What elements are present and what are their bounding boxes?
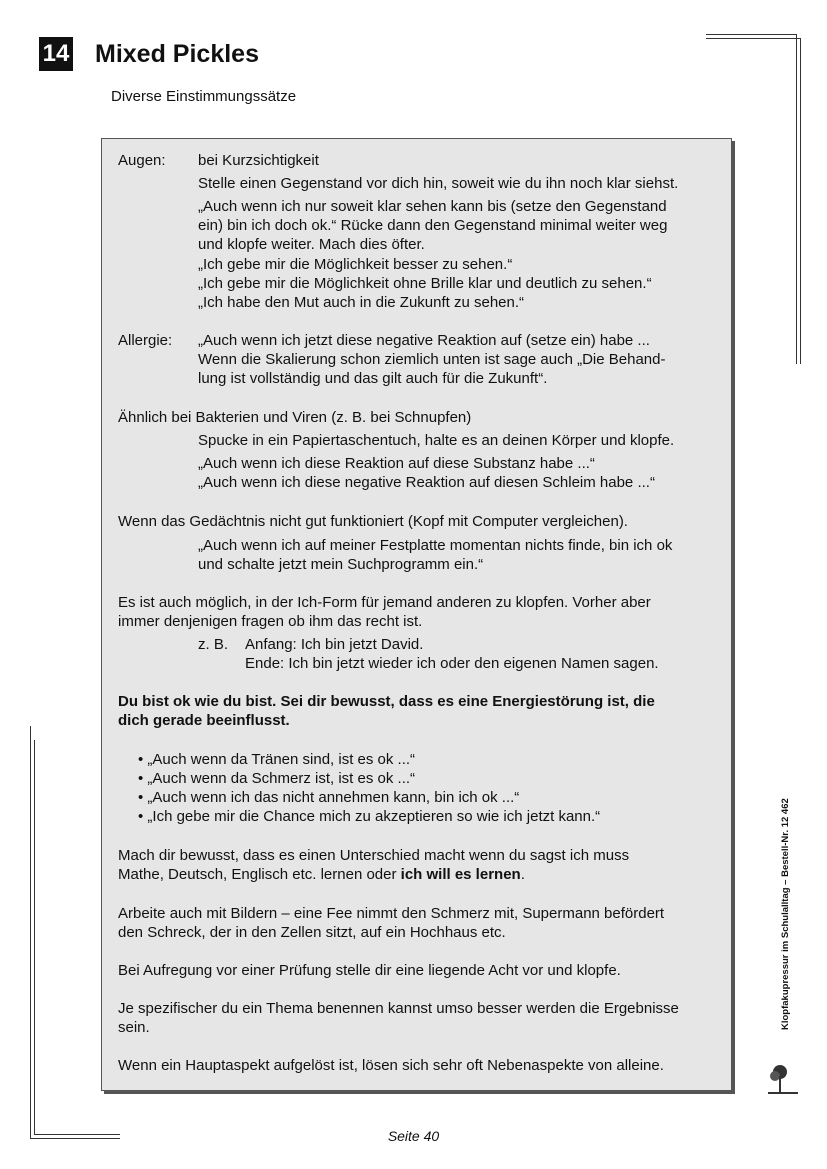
augen-line: „Ich gebe mir die Möglichkeit ohne Brille klar und deutlich zu sehen.“ [198,275,652,292]
spezifisch-line: sein. [118,1019,150,1036]
mach-line: Mach dir bewusst, dass es einen Unterschied macht wenn du sagst ich muss [118,847,630,864]
allergie-line: lung ist vollständig und das gilt auch für die Zukunft“. [198,370,548,387]
augen-line: bei Kurzsichtigkeit [198,152,319,169]
bullet-text: „Auch wenn da Tränen sind, ist es ok ...“ [147,751,416,768]
augen-line: ein) bin ich doch ok.“ Rücke dann den Gegenstand minimal weiter weg [198,217,668,234]
bold-statement: Du bist ok wie du bist. Sei dir bewusst, dass es eine Energiestörung ist, die [118,693,655,710]
ich-form-line: Ende: Ich bin jetzt wieder ich oder den eigenen Namen sagen. [245,655,659,672]
mach-text: Mathe, Deutsch, Englisch etc. lernen oder [118,866,401,883]
ich-form-line: Anfang: Ich bin jetzt David. [245,636,424,653]
mach-emphasis: ich will es lernen [400,866,521,883]
bilder-line: Arbeite auch mit Bildern – eine Fee nimmt den Schmerz mit, Supermann befördert [118,905,665,922]
side-order-text: Klopfakupressur im Schulalltag – Bestell-Nr. 12 462 [780,798,791,1030]
frame-line-right2 [800,38,801,364]
publisher-logo [768,1062,798,1096]
bullet-item: • „Auch wenn da Tränen sind, ist es ok ...“ [138,751,416,768]
ich-form-line: Es ist auch möglich, in der Ich-Form für jemand anderen zu klopfen. Vorher aber [118,594,651,611]
mach-line [118,865,525,885]
augen-line: Stelle einen Gegenstand vor dich hin, soweit wie du ihn noch klar siehst. [198,175,679,192]
frame-line-top [706,34,796,35]
bullet-text: „Auch wenn da Schmerz ist, ist es ok ...“ [147,770,416,787]
augen-line: „Auch wenn ich nur soweit klar sehen kann bis (setze den Gegenstand [198,198,667,215]
allergie-line: „Auch wenn ich jetzt diese negative Reaktion auf (setze ein) habe ... [198,332,650,349]
bullet-text: „Auch wenn ich das nicht annehmen kann, bin ich ok ...“ [147,789,520,806]
gedaechtnis-line: Wenn das Gedächtnis nicht gut funktioniert (Kopf mit Computer vergleichen). [118,513,628,530]
bullet-item: • „Ich gebe mir die Chance mich zu akzeptieren so wie ich jetzt kann.“ [138,808,601,825]
bold-statement: dich gerade beeinflusst. [118,712,290,729]
bilder-line: den Schreck, der in den Zellen sitzt, auf ein Hochhaus etc. [118,924,506,941]
page-number: Seite 40 [387,1128,440,1144]
frame-line-left2 [34,740,35,1134]
bakterien-line: Ähnlich bei Bakterien und Viren (z. B. bei Schnupfen) [118,409,472,426]
bakterien-line: Spucke in ein Papiertaschentuch, halte es an deinen Körper und klopfe. [198,432,675,449]
augen-line: „Ich gebe mir die Möglichkeit besser zu sehen.“ [198,256,513,273]
bullet-item: • „Auch wenn da Schmerz ist, ist es ok ...“ [138,770,416,787]
gedaechtnis-line: und schalte jetzt mein Suchprogramm ein.“ [198,556,484,573]
bullet-item: • „Auch wenn ich das nicht annehmen kann, bin ich ok ...“ [138,789,520,806]
page-subtitle: Diverse Einstimmungssätze [111,88,297,105]
spezifisch-line: Je spezifischer du ein Thema benennen kannst umso besser werden die Ergebnisse [118,1000,679,1017]
aufregung-line: Bei Aufregung vor einer Prüfung stelle dir eine liegende Acht vor und klopfe. [118,962,621,979]
chapter-number: 14 [39,37,73,71]
frame-line-top2 [706,38,800,39]
mach-end: . [520,866,525,883]
hauptaspekt-line: Wenn ein Hauptaspekt aufgelöst ist, lösen sich sehr oft Nebenaspekte von alleine. [118,1057,664,1074]
ich-form-zb: z. B. [198,636,229,653]
ich-form-line: immer denjenigen fragen ob ihm das recht ist. [118,613,423,630]
augen-line: und klopfe weiter. Mach dies öfter. [198,236,425,253]
frame-line-left [30,726,31,1138]
gedaechtnis-line: „Auch wenn ich auf meiner Festplatte momentan nichts finde, bin ich ok [198,537,673,554]
page-title: Mixed Pickles [95,40,259,68]
bullet-text: „Ich gebe mir die Chance mich zu akzeptieren so wie ich jetzt kann.“ [147,808,601,825]
allergie-label: Allergie: [118,332,173,349]
allergie-line: Wenn die Skalierung schon ziemlich unten ist sage auch „Die Behand- [198,351,666,368]
augen-line: „Ich habe den Mut auch in die Zukunft zu sehen.“ [198,294,525,311]
bakterien-line: „Auch wenn ich diese negative Reaktion auf diesen Schleim habe ...“ [198,474,655,491]
augen-label: Augen: [118,152,166,169]
frame-line-right [796,34,797,364]
bakterien-line: „Auch wenn ich diese Reaktion auf diese Substanz habe ...“ [198,455,595,472]
